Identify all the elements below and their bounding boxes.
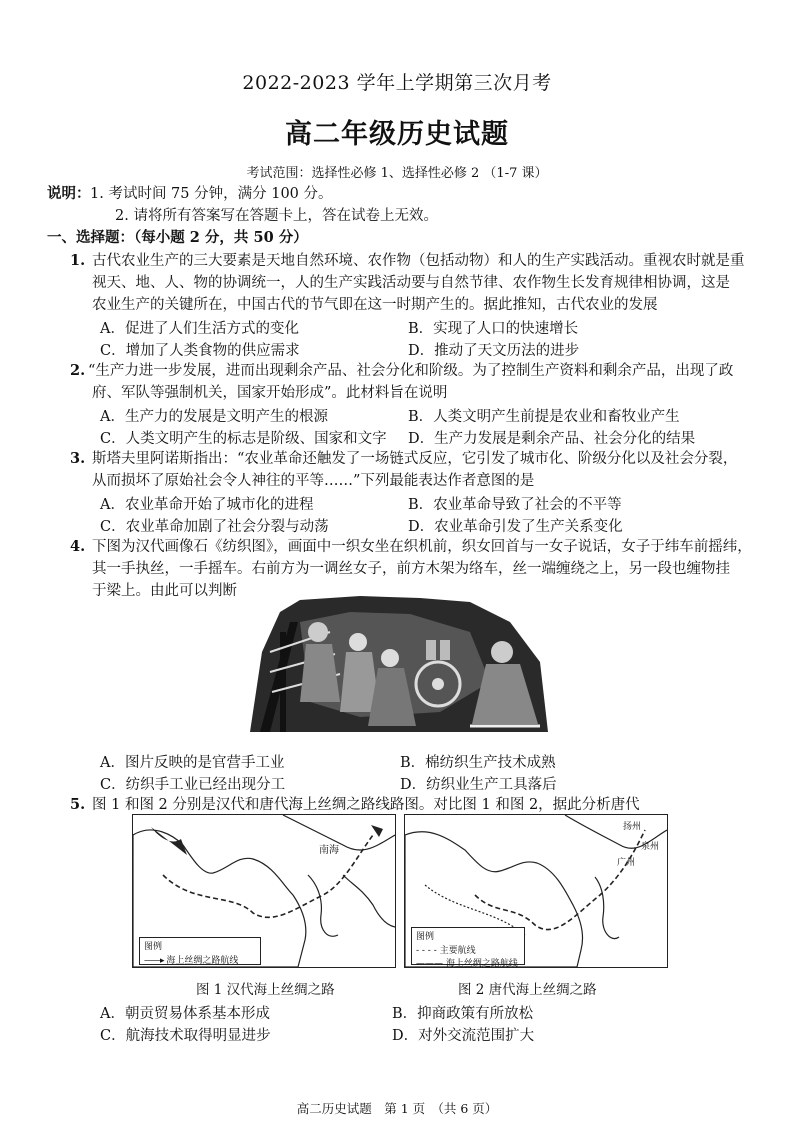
- map-place-label: 广州: [617, 858, 636, 868]
- section-heading: 一、选择题：（每小题 2 分，共 50 分）: [47, 229, 308, 246]
- question-text-line: 斯塔夫里阿诺斯指出：“农业革命还触发了一场链式反应，它引发了城市化、阶级分化以及社会分裂，: [92, 451, 738, 467]
- exam-year-line: 2022-2023 学年上学期第三次月考: [242, 72, 552, 94]
- exam-scope: 考试范围：选择性必修 1、选择性必修 2 （1-7 课）: [246, 166, 548, 181]
- answer-option[interactable]: C．人类文明产生的标志是阶级、国家和文字: [100, 431, 387, 447]
- question-number: 3.: [70, 450, 86, 467]
- question-text-line: 图 1 和图 2 分别是汉代和唐代海上丝绸之路线路图。对比图 1 和图 2，据此分析唐代: [92, 797, 640, 813]
- answer-option[interactable]: C．农业革命加剧了社会分裂与动荡: [100, 519, 329, 535]
- answer-option[interactable]: C．纺织手工业已经出现分工: [100, 777, 286, 793]
- question-text-line: 农业生产的关键所在，中国古代的节气即在这一时期产生的。据此推知，古代农业的发展: [92, 297, 658, 313]
- question-text-line: 其一手执丝，一手摇车。右前方为一调丝女子，前方木架为络车，丝一端缠绕之上，另一段也缠物挂: [92, 561, 730, 577]
- tang-map-legend: [411, 927, 525, 968]
- han-map-caption: 图 1 汉代海上丝绸之路: [196, 982, 335, 998]
- answer-option[interactable]: B．人类文明产生前提是农业和畜牧业产生: [408, 409, 680, 425]
- answer-option[interactable]: D．推动了天文历法的进步: [408, 343, 580, 359]
- answer-option[interactable]: C．增加了人类食物的供应需求: [100, 343, 300, 359]
- page-footer: 高二历史试题 第 1 页 （共 6 页）: [296, 1101, 498, 1116]
- answer-option[interactable]: B．实现了人口的快速增长: [408, 321, 579, 337]
- legend-item-label: 海上丝绸之路航线: [445, 959, 518, 968]
- answer-option[interactable]: A．生产力的发展是文明产生的根源: [100, 409, 328, 425]
- answer-option[interactable]: D．生产力发展是剩余产品、社会分化的结果: [408, 431, 696, 447]
- legend-item-label: 海上丝绸之路航线: [166, 956, 239, 966]
- page-title: 高二年级历史试题: [285, 119, 509, 150]
- question-number: 2.: [70, 362, 86, 379]
- question-text-line: 视天、地、人、物的协调统一，人的生产实践活动要与自然节律、农作物生长发育规律相协调，这是: [92, 275, 730, 291]
- notes-line-2: 2. 请将所有答案写在答题卡上，答在试卷上无效。: [115, 208, 438, 224]
- notes-line-1: 1. 考试时间 75 分钟，满分 100 分。: [90, 186, 333, 202]
- answer-option[interactable]: A．促进了人们生活方式的变化: [100, 321, 299, 337]
- answer-option[interactable]: A．朝贡贸易体系基本形成: [100, 1006, 270, 1022]
- question-number: 1.: [70, 252, 86, 269]
- answer-option[interactable]: D．纺织业生产工具落后: [400, 777, 557, 793]
- question-text-line: 下图为汉代画像石《纺织图》，画面中一织女坐在织机前，织女回首与一女子说话，女子于纬车前摇纬，: [92, 539, 752, 555]
- question-text-line: 府、军队等强制机关，国家开始形成”。此材料旨在说明: [92, 385, 448, 401]
- legend-item-label: 主要航线: [439, 946, 476, 956]
- notes-label: 说明：: [47, 185, 91, 202]
- legend-title: 图例: [416, 932, 435, 942]
- question-text-line: 于梁上。由此可以判断: [92, 583, 237, 599]
- answer-option[interactable]: B．棉纺织生产技术成熟: [400, 755, 556, 771]
- han-sea-route-map: [132, 814, 396, 968]
- map-place-label: 扬州: [623, 822, 642, 832]
- han-map-legend: [139, 937, 261, 965]
- question-number: 4.: [70, 538, 86, 555]
- answer-option[interactable]: D．对外交流范围扩大: [392, 1028, 535, 1044]
- tang-map-caption: 图 2 唐代海上丝绸之路: [458, 982, 597, 998]
- question-text-line: 从而损坏了原始社会令人神往的平等……”下列最能表达作者意图的是: [92, 473, 535, 489]
- weaving-relief-image: [240, 592, 552, 738]
- answer-option[interactable]: C．航海技术取得明显进步: [100, 1028, 271, 1044]
- question-number: 5.: [70, 796, 86, 813]
- map-place-label: 泉州: [641, 842, 660, 852]
- legend-title: 图例: [144, 942, 163, 952]
- question-text-line: “生产力进一步发展，进而出现剩余产品、社会分化和阶级。为了控制生产资料和剩余产品，出现了政: [88, 363, 734, 379]
- legend-item: - - - - 主要航线: [416, 946, 476, 956]
- answer-option[interactable]: B．农业革命导致了社会的不平等: [408, 497, 622, 513]
- map-place-label: 南海: [319, 845, 339, 856]
- tang-sea-route-map: [404, 814, 668, 968]
- legend-item: ——▸ 海上丝绸之路航线: [144, 956, 239, 966]
- legend-item: ——— 海上丝绸之路航线: [416, 959, 518, 968]
- answer-option[interactable]: A．农业革命开始了城市化的进程: [100, 497, 314, 513]
- answer-option[interactable]: A．图片反映的是官营手工业: [100, 755, 285, 771]
- answer-option[interactable]: B．抑商政策有所放松: [392, 1006, 534, 1022]
- answer-option[interactable]: D．农业革命引发了生产关系变化: [408, 519, 623, 535]
- question-text-line: 古代农业生产的三大要素是天地自然环境、农作物（包括动物）和人的生产实践活动。重视农时就是重: [92, 253, 745, 269]
- weaving-relief-svg: [240, 592, 552, 738]
